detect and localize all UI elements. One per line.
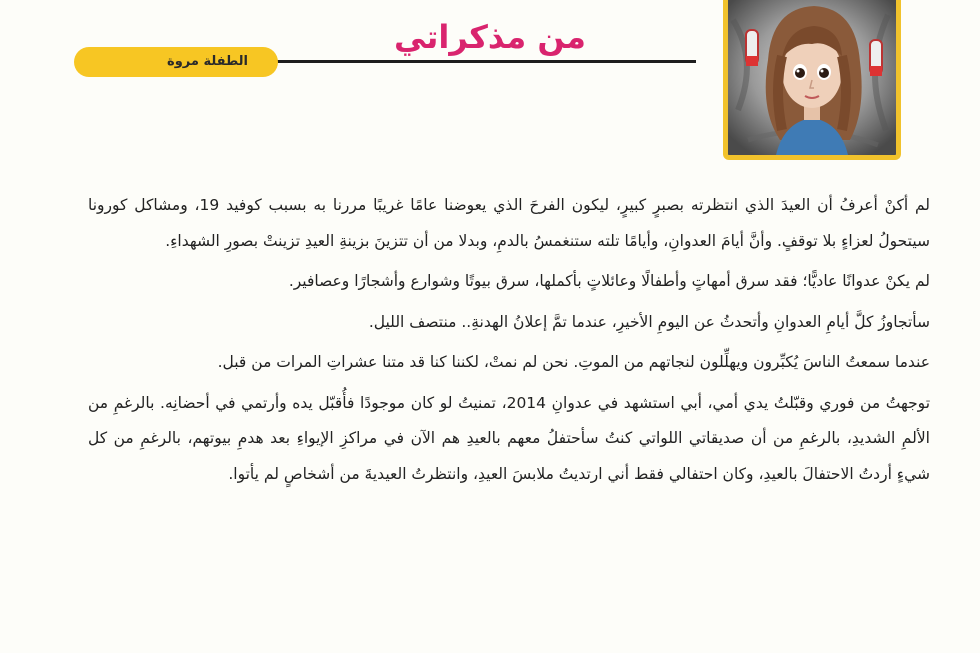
paragraph: عندما سمعتُ الناسَ يُكبِّرون ويهلِّلون لنجاتهم من الموتِ. نحن لم نمتْ، لكننا كنا قد متنا عشراتِ المرات من قبل.	[217, 353, 930, 371]
diary-body	[88, 188, 930, 497]
paragraph: لم يكنْ عدوانًا عاديًّا؛ فقد سرق أمهاتٍ وأطفالًا وعائلاتٍ بأكملها، سرق بيوتًا وشوارع وأشجارًا وعصافير.	[288, 272, 930, 290]
page-title: من مذكراتي	[394, 18, 586, 56]
paragraph: توجهتُ من فوري وقبّلتُ يدي أمي، أبي استشهد في عدوانِ 2014، تمنيتُ لو كان موجودًا فأُقبّل يده وأرتمي في أحضانِه. بالرغمِ من الألمِ الشديدِ، بالرغمِ من أن صديقاتي اللواتي كنتُ سأحتفلُ معهم بالعيدِ هم الآن في مراكزِ الإيواءِ بعد هدمِ بيوتهم، بالرغمِ من كل شيءٍ أردتُ الاحتفالَ بالعيدِ، وكان احتفالي فقط أني ارتديتُ ملابسَ العيدِ، وانتظرتُ العيديةَ من أشخاصٍ لم يأتوا.	[88, 393, 931, 483]
header-rule	[250, 60, 696, 63]
author-badge: الطفلة مروة	[74, 47, 278, 77]
rocket-icon	[746, 30, 758, 66]
rocket-icon	[870, 40, 882, 76]
portrait-illustration	[728, 0, 896, 155]
paragraph: لم أكنْ أعرفُ أن العيدَ الذي انتظرته بصبرٍ كبيرٍ، ليكون الفرحَ الذي يعوضنا عامًا غريبًا مررنا به بسبب كوفيد 19، ومشاكل كورونا سيتحولُ لعزاءٍ بلا توقفٍ. وأنَّ أيامَ العدوانِ، وأيامًا تلته ستنغمسُ بالدمِ، وبدلا من أن تتزينَ بزينةِ العيدِ تزينتْ بصورِ الشهداءِ.	[88, 196, 931, 250]
girl-portrait-icon	[723, 0, 901, 160]
paragraph: سأتجاوزُ كلَّ أيامِ العدوانِ وأتحدثُ عن اليومِ الأخيرِ، عندما تمَّ إعلانُ الهدنةِ.. منتصف الليل.	[368, 312, 930, 331]
